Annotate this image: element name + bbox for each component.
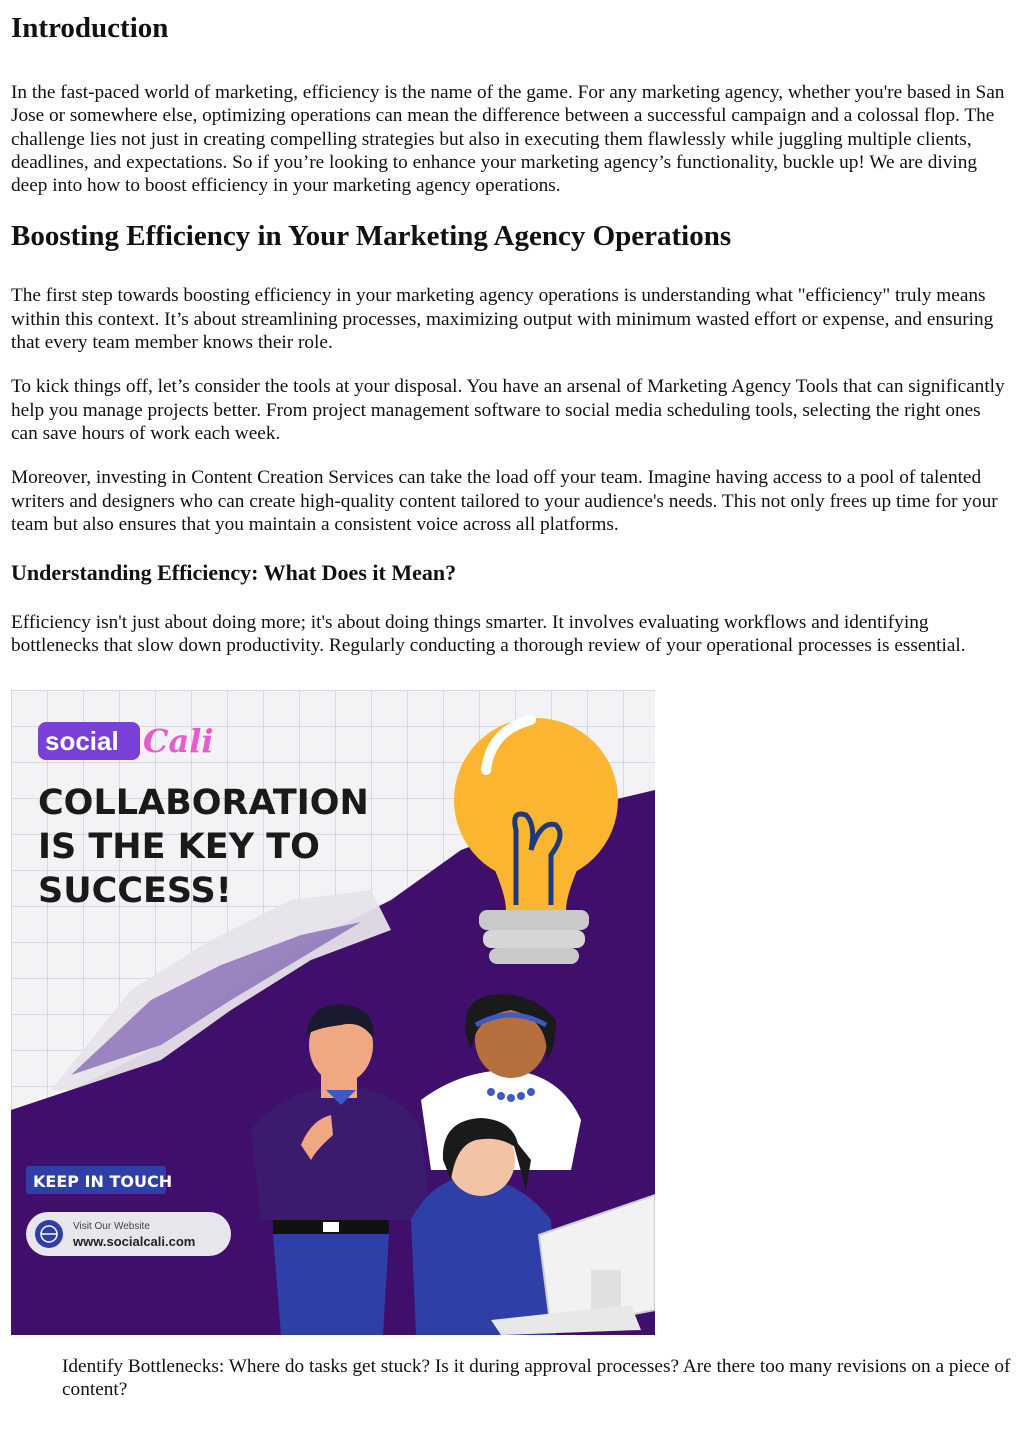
brand-cali-text: Cali xyxy=(143,722,214,760)
poster-headline-line-3: SUCCESS! xyxy=(38,871,232,911)
list-item: Identify Bottlenecks: Where do tasks get stuck? Is it during approval processes? Are there too many revisions on a piece of content? xyxy=(62,1356,1011,1401)
understanding-heading: Understanding Efficiency: What Does it Mean? xyxy=(11,560,457,586)
brand-social-text: social xyxy=(45,726,119,756)
collaboration-poster-image xyxy=(11,690,655,1335)
boosting-paragraph-3: Moreover, investing in Content Creation Services can take the load off your team. Imagine having access to a pool of talented writers and designers who can create high-quality content tailored to your audience's needs. This not only frees up time for your team but also ensures that you maintain a consistent voice across all platforms. xyxy=(11,467,998,535)
boosting-paragraph-1: The first step towards boosting efficiency in your marketing agency operations is understanding what "efficiency" truly means within this context. It’s about streamlining processes, maximizing output with minimum wasted effort or expense, and ensuring that every team member knows their role. xyxy=(11,285,994,354)
website-url: www.socialcali.com xyxy=(73,1234,196,1249)
socialcali-logo xyxy=(38,722,214,760)
visit-website-label: Visit Our Website xyxy=(73,1221,150,1232)
article xyxy=(11,0,1011,658)
boosting-heading: Boosting Efficiency in Your Marketing Agency Operations xyxy=(11,220,732,253)
boosting-paragraph-2: To kick things off, let’s consider the tools at your disposal. You have an arsenal of Marketing Agency Tools that can significantly help you manage projects better. From project management software to social media scheduling tools, selecting the right ones can save hours of work each week. xyxy=(11,376,1005,444)
poster-headline-line-2: IS THE KEY TO xyxy=(38,827,320,867)
poster-headline-line-1: COLLABORATION xyxy=(38,783,369,823)
website-pill xyxy=(26,1212,231,1256)
intro-heading: Introduction xyxy=(11,12,169,44)
intro-paragraph: In the fast-paced world of marketing, efficiency is the name of the game. For any marketing agency, whether you're based in San Jose or somewhere else, optimizing operations can mean the difference between a successful campaign and a colossal flop. The challenge lies not just in creating compelling strategies but also in executing them flawlessly while juggling multiple clients, deadlines, and expectations. So if you’re looking to enhance your marketing agency’s functionality, buckle up! We are diving deep into how to boost efficiency in your marketing agency operations. xyxy=(11,82,1005,197)
keep-in-touch-text: KEEP IN TOUCH xyxy=(33,1172,173,1191)
understanding-paragraph: Efficiency isn't just about doing more; it's about doing things smarter. It involves evaluating workflows and identifying bottlenecks that slow down productivity. Regularly conducting a thorough review of your operational processes is essential. xyxy=(11,612,966,657)
